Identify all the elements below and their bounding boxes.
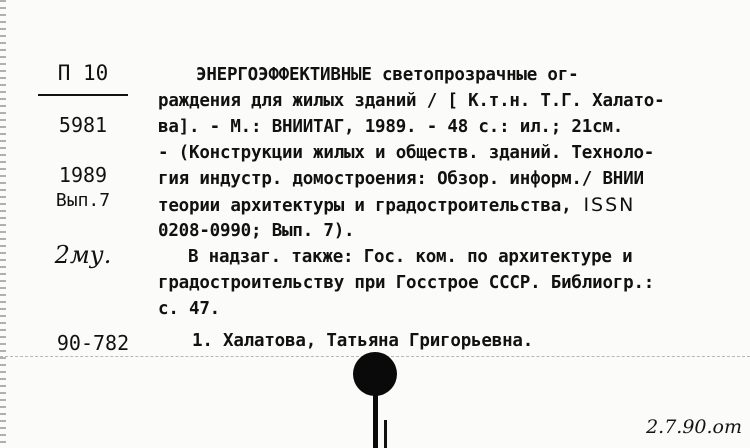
handwritten-date: 2.7.90.от	[646, 416, 742, 438]
issue-number: Вып.7	[55, 190, 111, 211]
card-left-edge	[0, 0, 6, 448]
entry-line-3: ва]. - М.: ВНИИТАГ, 1989. - 48 с.: ил.; 21см.	[158, 117, 624, 137]
publication-year: 1989	[58, 163, 108, 187]
entry-line-2: раждения для жилых зданий / [ К.т.н. Т.Г. Халато-	[158, 91, 665, 111]
entry-line-1: ЭНЕРГОЭФФЕКТИВНЫЕ светопрозрачные ог-	[196, 65, 579, 85]
note-line-3: с. 47.	[158, 299, 221, 319]
note-line-1: В надзаг. также: Гос. ком. по архитектуре и	[188, 247, 633, 267]
entry-line-7: 0208-0990; Вып. 7).	[158, 221, 355, 241]
shelf-mark-underline	[38, 94, 128, 96]
card-rod-slot	[373, 392, 378, 448]
entry-line-6	[158, 192, 748, 218]
note-line-2: градостроительству при Госстрое СССР. Библиогр.:	[158, 273, 655, 293]
accession-number: 90-782	[56, 331, 130, 355]
entry-line-5: гия индустр. домостроения: Обзор. информ./ ВНИИ	[158, 169, 644, 189]
entry-line-4: - (Конструкции жилых и обществ. зданий. Техноло-	[158, 143, 655, 163]
shelf-mark: П 10	[57, 61, 109, 85]
bibliographic-entry	[158, 62, 748, 354]
entry-line-6-text: теории архитектуры и градостроительства,	[158, 196, 572, 216]
subject-heading: 1. Халатова, Татьяна Григорьевна.	[192, 331, 534, 351]
issn-handwritten: ISSN	[583, 194, 636, 216]
card-slot-mark	[384, 420, 387, 448]
handwritten-note: 2му.	[54, 241, 112, 269]
catalog-number: 5981	[58, 113, 108, 137]
card-punch-hole	[353, 352, 397, 396]
